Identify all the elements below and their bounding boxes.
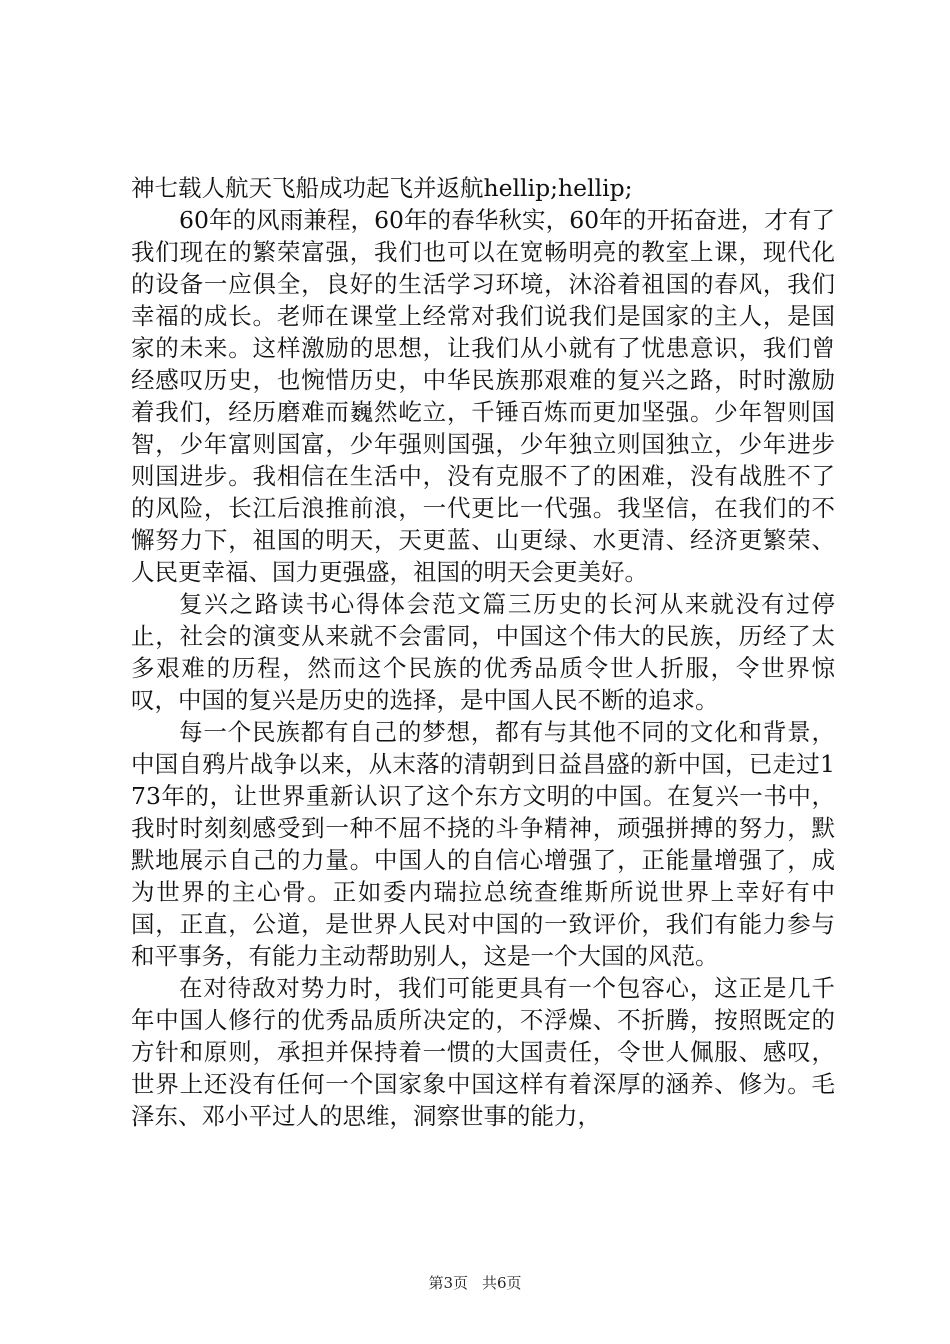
paragraph: 60年的风雨兼程，60年的春华秋实，60年的开拓奋进，才有了我们现在的繁荣富强，我们也可以在宽畅明亮的教室上课，现代化的设备一应俱全，良好的生活学习环境，沐浴着祖国的春风，我们幸福的成长。老师在课堂上经常对我们说我们是国家的主人，是国家的未来。这样激励的思想，让我们从小就有了忧患意识，我们曾经感叹历史，也惋惜历史，中华民族那艰难的复兴之路，时时激励着我们，经历磨难而巍然屹立，千锤百炼而更加坚强。少年智则国智，少年富则国富，少年强则国强，少年独立则国独立，少年进步则国进步。我相信在生活中，没有克服不了的困难，没有战胜不了的风险，长江后浪推前浪，一代更比一代强。我坚信，在我们的不懈努力下，祖国的明天，天更蓝、山更绿、水更清、经济更繁荣、人民更幸福、国力更强盛，祖国的明天会更美好。 bbox=[131, 206, 835, 586]
paragraph: 复兴之路读书心得体会范文篇三历史的长河从来就没有过停止，社会的演变从来就不会雷同，中国这个伟大的民族，历经了太多艰难的历程，然而这个民族的优秀品质令世人折服，令世界惊叹，中国的复兴是历史的选择，是中国人民不断的追求。 bbox=[131, 590, 835, 714]
page-total: 共6页 bbox=[482, 1274, 522, 1292]
paragraph: 每一个民族都有自己的梦想，都有与其他不同的文化和背景，中国自鸦片战争以来，从末落的清朝到日益昌盛的新中国，已走过173年的，让世界重新认识了这个东方文明的中国。在复兴一书中，我时时刻刻感受到一种不屈不挠的斗争精神，顽强拼搏的努力，默默地展示自己的力量。中国人的自信心增强了，正能量增强了，成为世界的主心骨。正如委内瑞拉总统查维斯所说世界上幸好有中国，正直，公道，是世界人民对中国的一致评价，我们有能力参与和平事务，有能力主动帮助别人，这是一个大国的风范。 bbox=[131, 718, 835, 970]
document-body bbox=[131, 172, 835, 1132]
paragraph: 在对待敌对势力时，我们可能更具有一个包容心，这正是几千年中国人修行的优秀品质所决定的，不浮燥、不折腾，按照既定的方针和原则，承担并保持着一惯的大国责任，令世人佩服、感叹，世界上还没有任何一个国家象中国这样有着深厚的涵养、修为。毛泽东、邓小平过人的思维，洞察世事的能力， bbox=[131, 974, 835, 1130]
page-number: 第3页 bbox=[428, 1274, 468, 1292]
paragraph-continuation: 神七载人航天飞船成功起飞并返航hellip;hellip; bbox=[131, 174, 633, 202]
page-footer bbox=[0, 1272, 950, 1293]
